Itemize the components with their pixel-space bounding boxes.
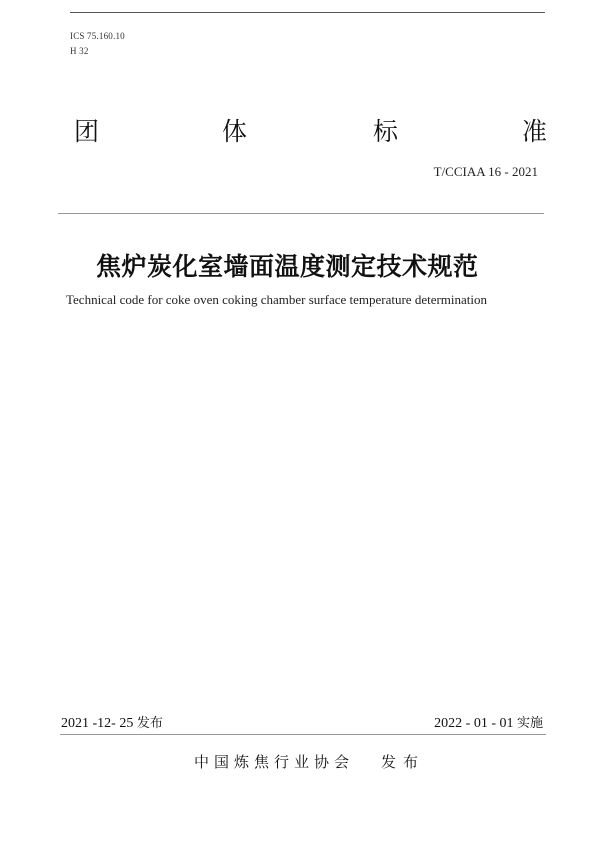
standard-number: T/CCIAA 16 - 2021 xyxy=(433,164,538,179)
issue-label: 发布 xyxy=(136,716,163,731)
middle-rule xyxy=(58,213,544,214)
implement-date-line xyxy=(434,716,543,732)
implement-date: 2022 - 01 - 01 xyxy=(434,716,514,731)
top-rule xyxy=(70,12,545,13)
issue-date: 2021 -12- 25 xyxy=(61,716,134,731)
document-title-chinese: 焦炉炭化室墙面温度测定技术规范 xyxy=(96,252,479,281)
document-title-english: Technical code for coke oven coking chamber surface temperature determination xyxy=(66,292,488,307)
publisher-action: 发布 xyxy=(381,753,426,771)
ics-code: ICS 75.160.10 xyxy=(70,31,125,41)
standard-type-char: 团 xyxy=(74,117,100,146)
implement-label: 实施 xyxy=(516,716,543,731)
bottom-rule xyxy=(60,734,546,735)
standard-type-char: 准 xyxy=(522,117,548,146)
standard-type-char: 体 xyxy=(222,117,248,146)
issue-date-line xyxy=(61,716,163,732)
standard-type-char: 标 xyxy=(373,117,399,146)
ccs-code: H 32 xyxy=(70,46,89,56)
publisher-name: 中国炼焦行业协会 xyxy=(194,753,355,771)
